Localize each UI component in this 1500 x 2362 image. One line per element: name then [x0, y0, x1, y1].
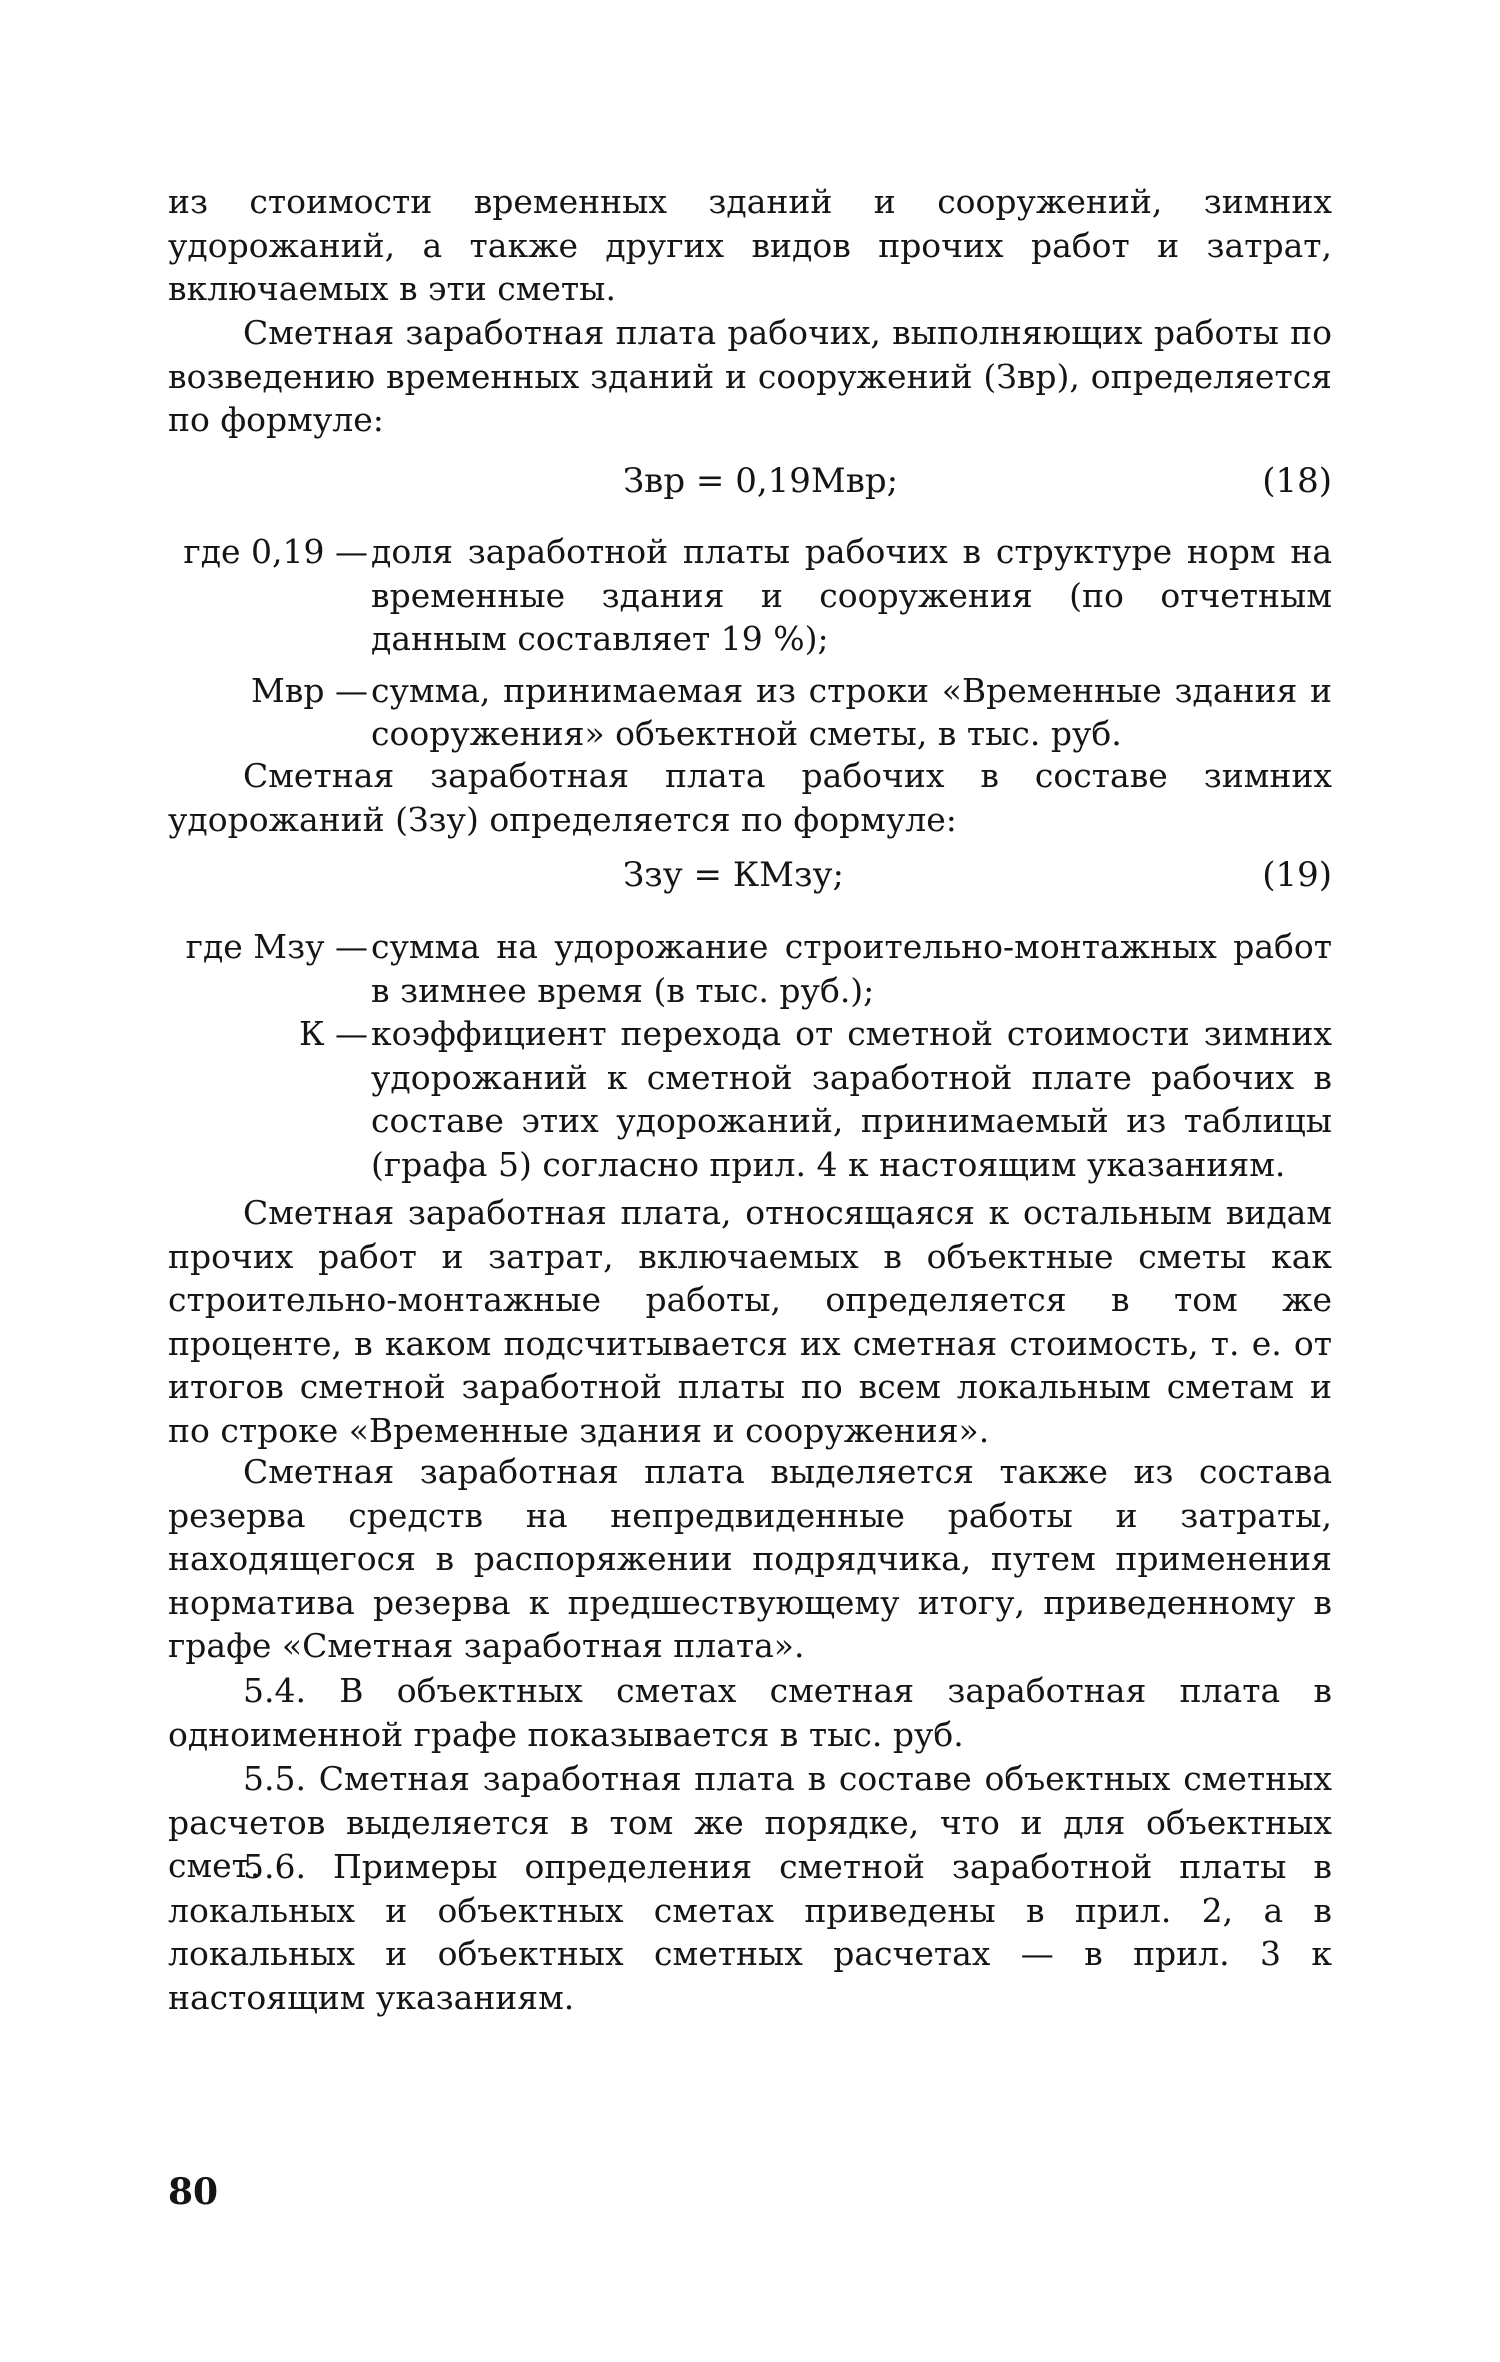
definitions-19	[168, 925, 1332, 1186]
page-number: 80	[168, 2171, 219, 2213]
paragraph-5-5: 5.5. Сметная заработная плата в составе объектных сметных расчетов выделяется в том же порядке, что и для объектных смет.	[168, 1759, 1332, 1885]
paragraph-formula-19-intro: Сметная заработная плата рабочих в составе зимних удорожаний (Ззу) определяется по формуле:	[168, 756, 1332, 839]
definition-label: где 0,19 —	[183, 532, 368, 571]
definition-label: К —	[298, 1014, 368, 1053]
paragraph-reserve: Сметная заработная плата выделяется также из состава резерва средств на непредвиденные работы и затраты, находящегося в распоряжении подрядчика, путем применения норматива резерва к предшествующему итогу, приведенному в графе «Сметная заработная плата».	[168, 1452, 1332, 1665]
definitions-18	[168, 530, 1332, 756]
paragraph-5-6: 5.6. Примеры определения сметной заработной платы в локальных и объектных сметах приведены в прил. 2, а в локальных и объектных сметных расчетах — в прил. 3 к настоящим указаниям.	[168, 1847, 1332, 2017]
formula-18-number: (18)	[1262, 461, 1332, 501]
formula-19-number: (19)	[1262, 855, 1332, 895]
definition-item	[168, 669, 1332, 756]
definition-text: сумма, принимаемая из строки «Временные здания и сооружения» объектной сметы, в тыс. руб.	[371, 670, 1332, 753]
definition-text: доля заработной платы рабочих в структуре норм на временные здания и сооружения (по отчетным данным составляет 19 %);	[371, 532, 1332, 658]
definition-label: где Мзу —	[185, 927, 368, 966]
definition-text: коэффициент перехода от сметной стоимости зимних удорожаний к сметной заработной плате рабочих в составе этих удорожаний, принимаемый из таблицы (графа 5) согласно прил. 4 к настоящим указаниям.	[371, 1014, 1332, 1184]
paragraph-other-works: Сметная заработная плата, относящаяся к остальным видам прочих работ и затрат, включаемых в объектные сметы как строительно-монтажные работы, определяется в том же проценте, в каком подсчитывается их сметная стоимость, т. е. от итогов сметной заработной платы по всем локальным сметам и по строке «Временные здания и сооружения».	[168, 1193, 1332, 1450]
formula-18-expression: Звр = 0,19Мвр;	[623, 461, 899, 501]
definition-label: Мвр —	[251, 670, 368, 710]
definition-text: сумма на удорожание строительно-монтажных работ в зимнее время (в тыс. руб.);	[371, 927, 1332, 1010]
formula-18	[168, 458, 1332, 504]
paragraph-continuation: из стоимости временных зданий и сооружений, зимних удорожаний, а также других видов прочих работ и затрат, включаемых в эти сметы.	[168, 182, 1332, 308]
formula-19	[168, 852, 1332, 898]
formula-19-expression: Ззу = КМзу;	[623, 855, 844, 895]
definition-item	[168, 1012, 1332, 1186]
definition-item	[168, 530, 1332, 661]
paragraph-formula-18-intro: Сметная заработная плата рабочих, выполняющих работы по возведению временных зданий и сооружений (Звр), определяется по формуле:	[168, 313, 1332, 439]
definition-item	[168, 925, 1332, 1012]
paragraph-5-4: 5.4. В объектных сметах сметная заработная плата в одноименной графе показывается в тыс. руб.	[168, 1671, 1332, 1754]
